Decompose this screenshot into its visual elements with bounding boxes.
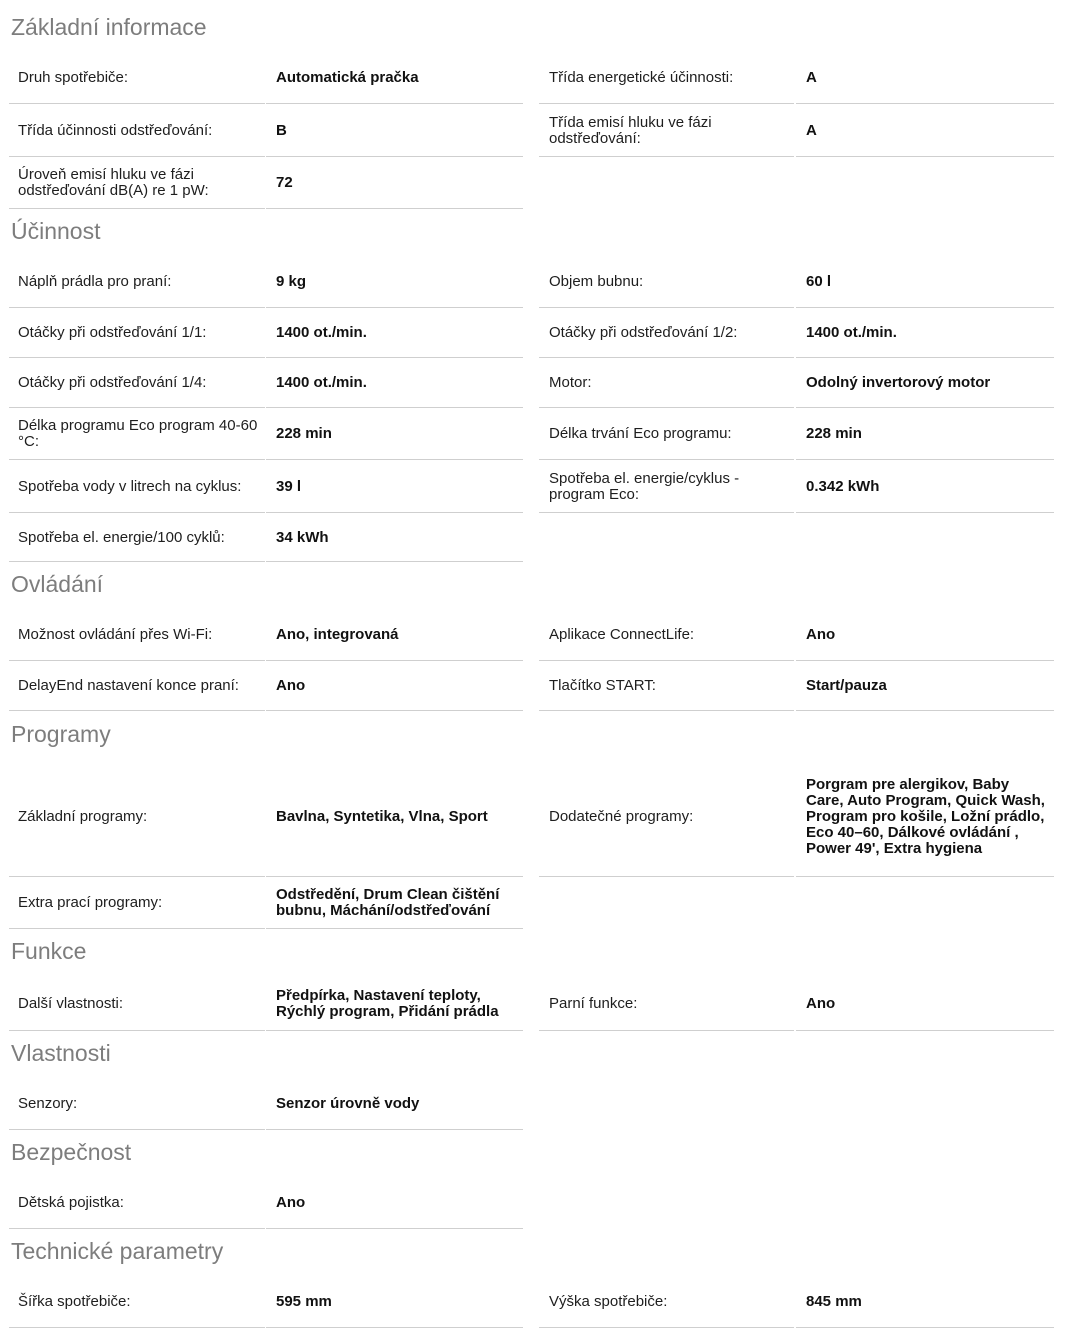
spec-label-delayend-nastaveni-konce-prani: DelayEnd nastavení konce praní: <box>18 677 239 694</box>
spec-value-delayend-nastaveni-konce-prani: Ano <box>276 677 306 694</box>
spec-label-spotreba-el-energie-cyklus-program-eco: Spotřeba el. energie/cyklus - program Eco: <box>549 469 740 503</box>
section-title-ucinnost: Účinnost <box>11 218 101 244</box>
spec-label-objem-bubnu: Objem bubnu: <box>549 273 644 290</box>
spec-value-moznost-ovladani-pres-wi-fi: Ano, integrovaná <box>276 626 399 643</box>
spec-label-otacky-pri-odstredovani-1-2: Otáčky při odstřeďování 1/2: <box>549 324 738 341</box>
spec-value-detska-pojistka: Ano <box>276 1194 306 1211</box>
spec-value-delka-trvani-eco-programu: 228 min <box>806 425 862 442</box>
section-title-bezpecnost: Bezpečnost <box>11 1139 132 1165</box>
row-divider <box>539 876 794 877</box>
spec-label-trida-ucinnosti-odstredovani: Třída účinnosti odstřeďování: <box>18 121 213 139</box>
spec-value-spotreba-el-energie-cyklus-program-eco: 0.342 kWh <box>806 477 880 495</box>
row-divider <box>539 710 794 711</box>
spec-label-otacky-pri-odstredovani-1-1: Otáčky při odstřeďování 1/1: <box>18 324 207 341</box>
spec-label-detska-pojistka: Dětská pojistka: <box>18 1194 124 1211</box>
row-divider <box>539 1030 794 1031</box>
section-title-zakladni: Základní informace <box>11 14 207 40</box>
spec-label-vyska-spotrebice: Výška spotřebiče: <box>549 1293 668 1310</box>
spec-value-otacky-pri-odstredovani-1-4: 1400 ot./min. <box>276 374 367 391</box>
spec-label-zakladni-programy: Základní programy: <box>18 807 148 825</box>
row-divider <box>9 1129 265 1130</box>
spec-value-dalsi-vlastnosti: Předpírka, Nastavení teploty, Rýchlý program, Přidání prádla <box>276 986 499 1020</box>
spec-value-uroven-emisi-hluku-ve-fazi-odstredovani-db-a-re-1-pw: 72 <box>276 174 293 191</box>
spec-value-vyska-spotrebice: 845 mm <box>806 1293 862 1310</box>
spec-label-napln-pradla-pro-prani: Náplň prádla pro praní: <box>18 273 172 290</box>
row-divider <box>266 1030 523 1031</box>
spec-label-dodatecne-programy: Dodatečné programy: <box>549 807 694 825</box>
row-divider <box>539 512 794 513</box>
spec-value-parni-funkce: Ano <box>806 994 836 1012</box>
spec-label-delka-programu-eco-program-40-60-c: Délka programu Eco program 40-60 °C: <box>18 417 258 450</box>
spec-value-tlacitko-start: Start/pauza <box>806 677 887 694</box>
spec-value-extra-praci-programy: Odstředění, Drum Clean čištění bubnu, Máchání/odstřeďování <box>276 886 500 919</box>
row-divider <box>9 1030 265 1031</box>
row-divider <box>796 512 1054 513</box>
spec-label-moznost-ovladani-pres-wi-fi: Možnost ovládání přes Wi-Fi: <box>18 626 213 643</box>
spec-value-dodatecne-programy: Porgram pre alergikov, Baby Care, Auto Program, Quick Wash, Program pro košile, Ložní prádlo, Eco 40–60, Dálkové ovládání , Power 49', Extra hygiena <box>806 775 1045 857</box>
row-divider <box>266 1129 523 1130</box>
row-divider <box>266 208 523 209</box>
spec-label-otacky-pri-odstredovani-1-4: Otáčky při odstřeďování 1/4: <box>18 374 207 391</box>
spec-value-spotreba-el-energie-100-cyklu: 34 kWh <box>276 528 329 546</box>
spec-label-extra-praci-programy: Extra prací programy: <box>18 894 163 911</box>
section-title-funkce: Funkce <box>11 938 87 964</box>
spec-value-otacky-pri-odstredovani-1-1: 1400 ot./min. <box>276 324 367 341</box>
spec-label-aplikace-connectlife: Aplikace ConnectLife: <box>549 626 695 643</box>
spec-label-senzory: Senzory: <box>18 1095 78 1112</box>
spec-value-spotreba-vody-v-litrech-na-cyklus: 39 l <box>276 477 302 495</box>
spec-label-spotreba-el-energie-100-cyklu: Spotřeba el. energie/100 cyklů: <box>18 528 225 546</box>
spec-label-delka-trvani-eco-programu: Délka trvání Eco programu: <box>549 425 732 442</box>
spec-value-motor: Odolný invertorový motor <box>806 374 991 391</box>
spec-label-uroven-emisi-hluku-ve-fazi-odstredovani-db-a-re-1-pw: Úroveň emisí hluku ve fázi odstřeďování dB(A) re 1 pW: <box>18 166 209 199</box>
row-divider <box>9 1327 265 1328</box>
row-divider <box>266 1327 523 1328</box>
row-divider <box>9 208 265 209</box>
row-divider <box>266 1228 523 1229</box>
spec-value-trida-energeticke-ucinnosti: A <box>806 69 817 86</box>
spec-value-objem-bubnu: 60 l <box>806 273 832 290</box>
row-divider <box>796 1030 1054 1031</box>
row-divider <box>539 1327 794 1328</box>
row-divider <box>9 1228 265 1229</box>
spec-value-druh-spotrebice: Automatická pračka <box>276 69 419 86</box>
row-divider <box>9 710 265 711</box>
row-divider <box>9 561 265 562</box>
row-divider <box>796 156 1054 157</box>
spec-value-delka-programu-eco-program-40-60-c: 228 min <box>276 425 332 442</box>
spec-value-senzory: Senzor úrovně vody <box>276 1095 420 1112</box>
row-divider <box>796 876 1054 877</box>
section-title-vlastnosti: Vlastnosti <box>11 1040 111 1066</box>
row-divider <box>796 710 1054 711</box>
spec-value-napln-pradla-pro-prani: 9 kg <box>276 273 307 290</box>
spec-label-spotreba-vody-v-litrech-na-cyklus: Spotřeba vody v litrech na cyklus: <box>18 477 242 495</box>
row-divider <box>266 710 523 711</box>
spec-value-otacky-pri-odstredovani-1-2: 1400 ot./min. <box>806 324 897 341</box>
spec-value-zakladni-programy: Bavlna, Syntetika, Vlna, Sport <box>276 807 488 825</box>
spec-label-druh-spotrebice: Druh spotřebiče: <box>18 69 129 86</box>
spec-value-aplikace-connectlife: Ano <box>806 626 836 643</box>
spec-label-tlacitko-start: Tlačítko START: <box>549 677 656 694</box>
spec-value-sirka-spotrebice: 595 mm <box>276 1293 332 1310</box>
section-title-programy: Programy <box>11 721 111 747</box>
spec-value-trida-ucinnosti-odstredovani: B <box>276 121 287 139</box>
spec-label-motor: Motor: <box>549 374 592 391</box>
row-divider <box>9 928 265 929</box>
spec-label-sirka-spotrebice: Šířka spotřebiče: <box>18 1293 131 1310</box>
spec-label-trida-energeticke-ucinnosti: Třída energetické účinnosti: <box>549 69 734 86</box>
row-divider <box>539 156 794 157</box>
spec-label-dalsi-vlastnosti: Další vlastnosti: <box>18 994 124 1012</box>
section-title-technicke: Technické parametry <box>11 1238 224 1264</box>
row-divider <box>266 561 523 562</box>
section-title-ovladani: Ovládání <box>11 571 104 597</box>
spec-label-parni-funkce: Parní funkce: <box>549 994 638 1012</box>
row-divider <box>796 1327 1054 1328</box>
row-divider <box>266 928 523 929</box>
spec-value-trida-emisi-hluku-ve-fazi-odstredovani: A <box>806 121 817 139</box>
spec-label-trida-emisi-hluku-ve-fazi-odstredovani: Třída emisí hluku ve fázi odstřeďování: <box>549 113 712 147</box>
